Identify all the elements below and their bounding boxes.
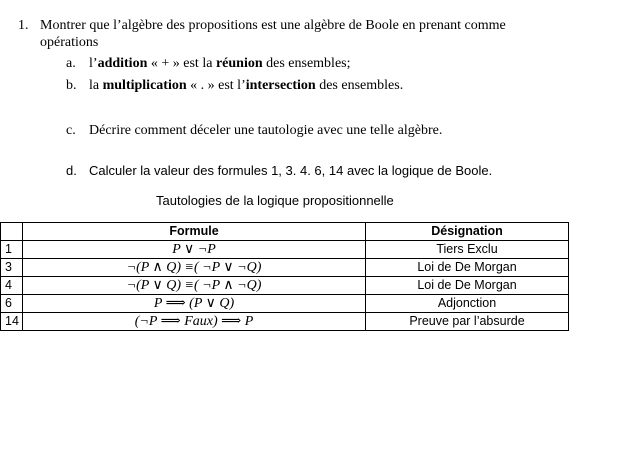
row-num: 6	[1, 295, 23, 313]
row-formula: (¬P ⟹ Faux) ⟹ P	[23, 313, 366, 331]
row-num: 4	[1, 277, 23, 295]
table-row	[1, 295, 569, 313]
row-designation: Tiers Exclu	[366, 241, 569, 259]
item-c-letter: c.	[66, 123, 76, 138]
row-designation: Preuve par l’absurde	[366, 313, 569, 331]
tautology-table	[0, 222, 569, 331]
item-c-text: Décrire comment déceler une tautologie avec une telle algèbre.	[89, 123, 443, 138]
row-formula: P ⟹ (P ∨ Q)	[23, 295, 366, 313]
item-b-letter: b.	[66, 78, 77, 93]
row-designation: Adjonction	[366, 295, 569, 313]
row-formula: ¬(P ∨ Q) ≡( ¬P ∧ ¬Q)	[23, 277, 366, 295]
row-num: 1	[1, 241, 23, 259]
table-row	[1, 259, 569, 277]
row-formula: ¬(P ∧ Q) ≡( ¬P ∨ ¬Q)	[23, 259, 366, 277]
table-row	[1, 313, 569, 331]
row-designation: Loi de De Morgan	[366, 259, 569, 277]
header-num	[1, 223, 23, 241]
table-header-row	[1, 223, 569, 241]
row-num: 14	[1, 313, 23, 331]
row-num: 3	[1, 259, 23, 277]
table-row	[1, 241, 569, 259]
question-number: 1.	[18, 18, 29, 33]
item-d-text: Calculer la valeur des formules 1, 3. 4. 6, 14 avec la logique de Boole.	[89, 163, 493, 178]
row-formula: P ∨ ¬P	[23, 241, 366, 259]
item-d-letter: d.	[66, 163, 77, 178]
item-b-text: la multiplication « . » est l’intersection des ensembles.	[89, 78, 404, 93]
table-row	[1, 277, 569, 295]
item-a-text: l’addition « + » est la réunion des ensembles;	[89, 56, 351, 71]
row-designation: Loi de De Morgan	[366, 277, 569, 295]
header-formula: Formule	[23, 223, 366, 241]
question-line-1: Montrer que l’algèbre des propositions est une algèbre de Boole en prenant comme	[40, 18, 506, 33]
item-a-letter: a.	[66, 56, 76, 71]
table-caption: Tautologies de la logique propositionnelle	[156, 193, 394, 208]
question-line-2: opérations	[40, 35, 99, 50]
header-designation: Désignation	[366, 223, 569, 241]
